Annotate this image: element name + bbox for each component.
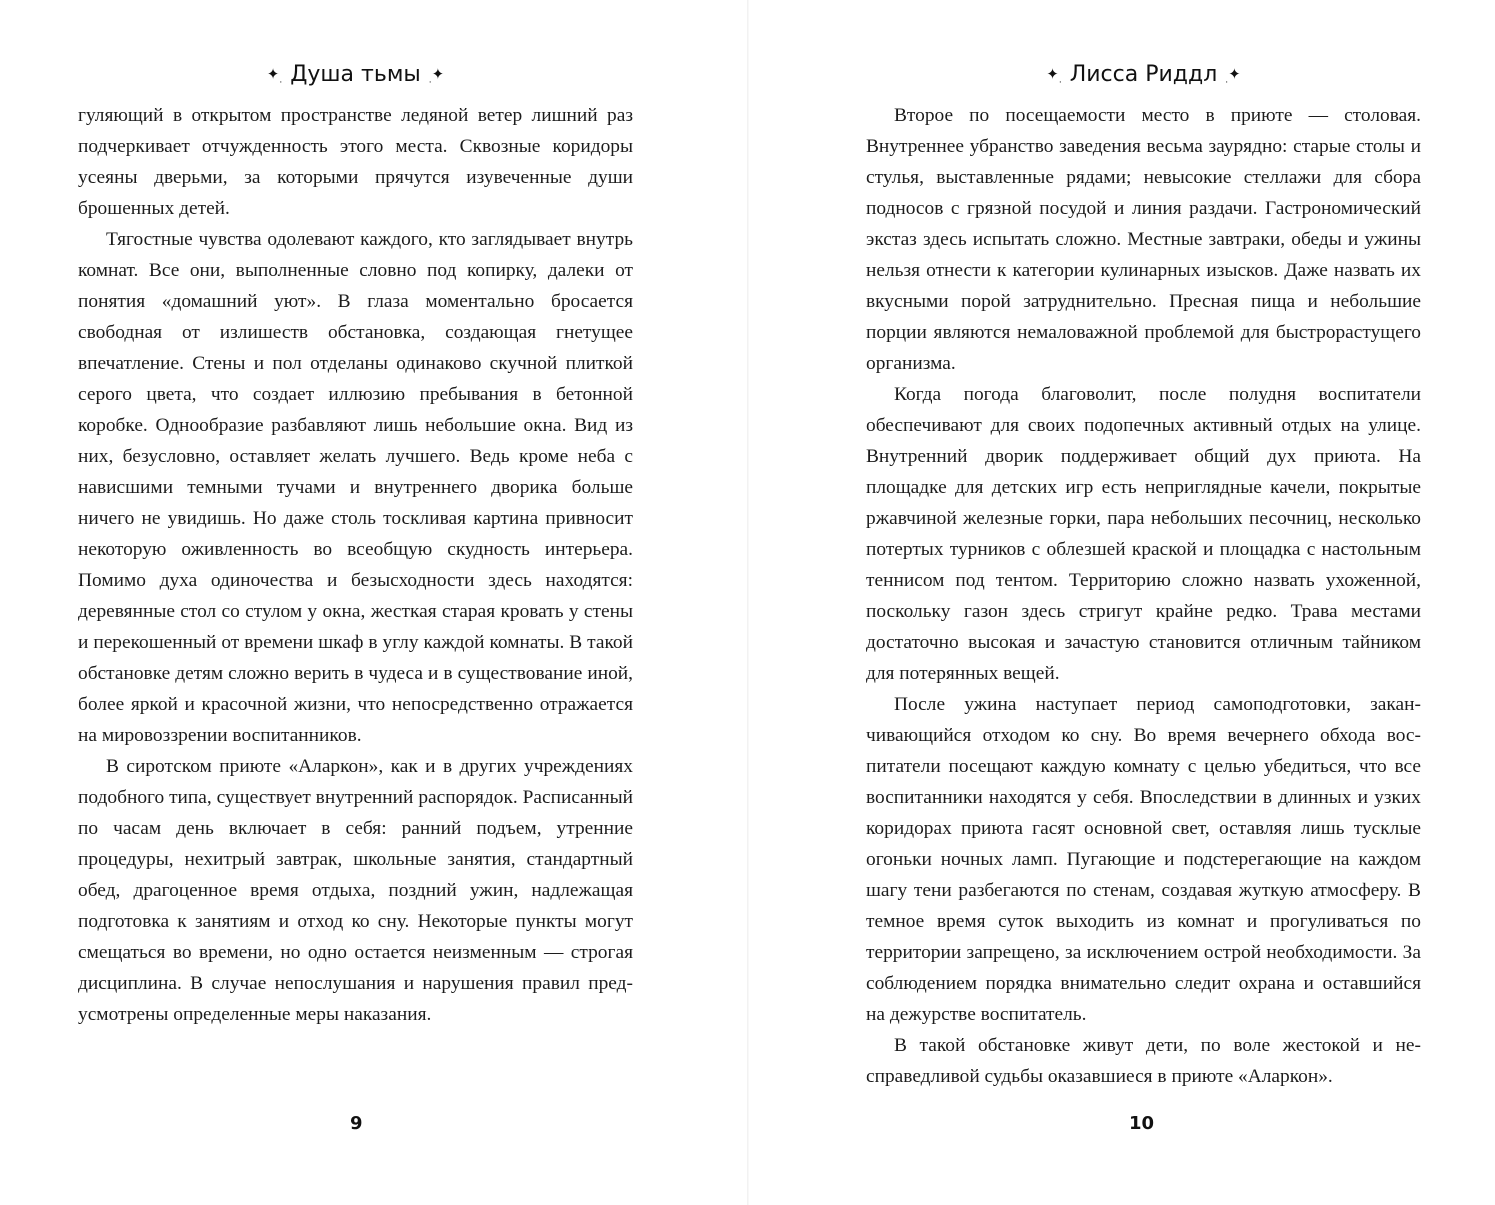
running-head-title: Душа тьмы [290,61,421,87]
paragraph: гуляющий в открытом пространстве ледяной ветер лишний раз подчеркивает отчужденность этого места. Сквозные коридоры усеяны дверьми, за которыми прячутся изувеченные души брошенных детей. [78,105,633,219]
sparkle-ornament-icon: $_\cdot$✦ [428,64,445,88]
paragraph: Второе по посещаемости место в приюте — столовая. Внутреннее убранство заведения весьма заурядно: старые столы и стулья, выставленные рядами; невысокие стеллажи для сбора подносов с грязной посудой и линия раздачи. Гастрономический экстаз здесь испытать сложно. Местные завтраки, обеды и ужины нельзя отнести к категории кулинарных изысков. Даже назвать их вкусными порой затруднительно. Пресная пища и небольшие порции являются немаловажной проблемой для быстрорастущего организма. [866,105,1421,374]
running-head-left [78,56,633,92]
page-number: 10 [1129,1113,1155,1134]
running-head-right [866,56,1421,92]
running-head-author: Лисса Риддл [1069,61,1218,87]
page-number: 9 [350,1113,363,1134]
paragraph: В такой обстановке живут дети, по воле жестокой и несправедливой судьбы оказавшиеся в приюте «Аларкон». [866,1035,1421,1087]
paragraph: В сиротском приюте «Аларкон», как и в других учреждениях подобного типа, существует внутренний распорядок. Расписанный по часам день включает в себя: ранний подъем, утренние процедуры, нехитрый завтрак, школьные занятия, стандартный обед, драгоценное время отдыха, поздний ужин, надлежащая подготовка к занятиям и отход ко сну. Некоторые пункты могут смещаться во времени, но одно остается неизменным — строгая дисциплина. В случае непослушания и нарушения правил предусмотрены определенные меры наказания. [78,756,633,1025]
right-page [749,0,1495,1205]
paragraph: После ужина наступает период самоподготовки, заканчивающийся отходом ко сну. Во время вечернего обхода воспитатели посещают каждую комнату с целью убедиться, что все воспитанники находятся у себя. Впоследствии в длинных и узких коридорах приюта гасят основной свет, оставляя лишь тусклые огоньки ночных ламп. Пугающие и подстерегающие на каждом шагу тени разбегаются по стенам, создавая жуткую атмосферу. В темное время суток выходить из комнат и прогуливаться по территории запрещено, за исключением острой необходимости. За соблюдением порядка внимательно следит охрана и оставшийся на дежурстве воспитатель. [866,694,1421,1025]
paragraph: Тягостные чувства одолевают каждого, кто заглядывает внутрь комнат. Все они, выполненные словно под копирку, далеки от понятия «домашний уют». В глаза моментально бросается свободная от излишеств обстановка, создающая гнетущее впечатление. Стены и пол отделаны одинаково скучной плиткой серого цвета, что создает иллюзию пребывания в бетонной коробке. Однообразие разбавляют лишь небольшие окна. Вид из них, безусловно, оставляет желать лучшего. Ведь кроме неба с нависшими темными тучами и внутреннего дворика больше ничего не увидишь. Но даже столь тоскливая картина привносит некоторую оживленность во всеобщую скудность интерьера. Помимо духа одиночества и безысходности здесь находятся: деревянные стол со стулом у окна, жесткая старая кровать у стены и перекошенный от времени шкаф в углу каждой комнаты. В такой обстановке детям сложно верить в чудеса и в существование иной, более яркой и красочной жизни, что непосредственно отражается на мировоззрении воспитанников. [78,229,633,746]
paragraph: Когда погода благоволит, после полудня воспитатели обеспечивают для своих подопечных активный отдых на улице. Внутренний дворик поддерживает общий дух приюта. На площадке для детских игр есть неприглядные качели, покрытые ржавчиной железные горки, пара небольших песочниц, несколько потертых турников с облезшей краской и площадка с настольным теннисом под тентом. Территорию сложно назвать ухоженной, поскольку газон здесь стригут крайне редко. Трава местами достаточно высокая и зачастую становится отличным тайником для потерянных вещей. [866,384,1421,684]
body-text-left [78,100,633,1030]
body-text-right [866,100,1421,1092]
sparkle-ornament-icon: $_\cdot$✦ [1225,64,1241,88]
left-page [0,0,747,1205]
sparkle-ornament-icon: $✦_\cdot$ [266,64,283,88]
sparkle-ornament-icon: $✦_\cdot$ [1046,64,1062,88]
